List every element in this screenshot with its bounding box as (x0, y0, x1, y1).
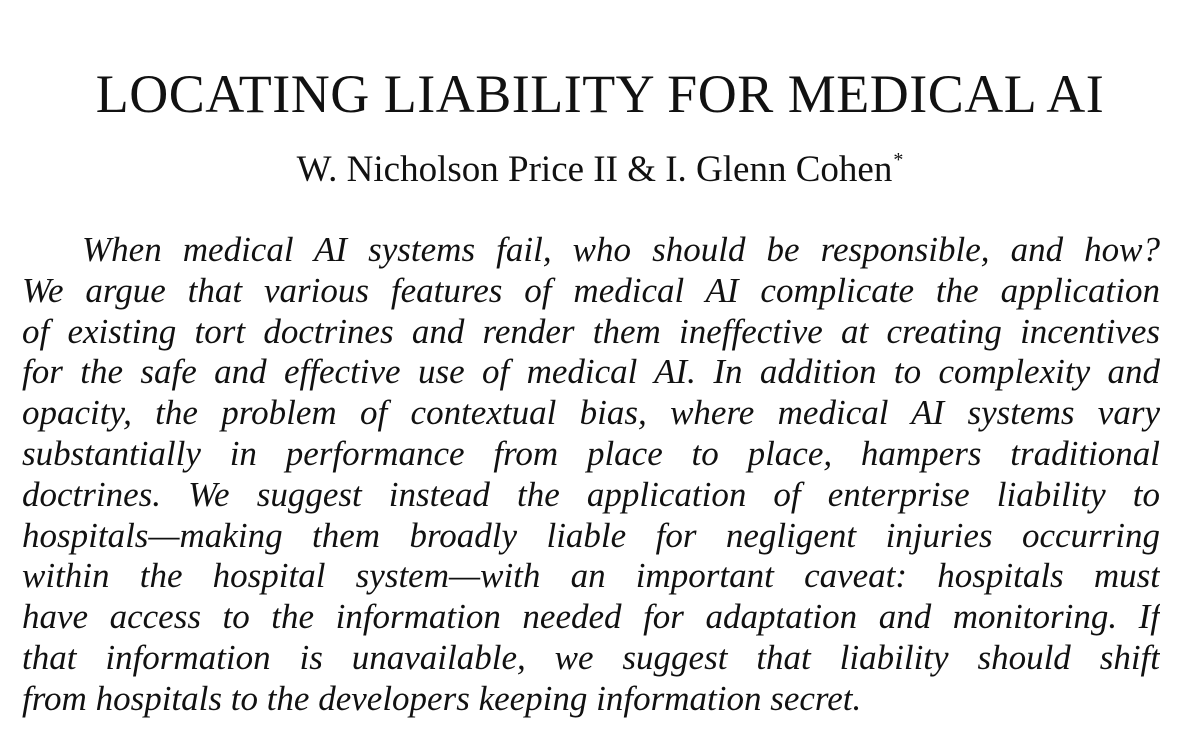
abstract-line: from hospitals to the developers keeping information secret. (22, 678, 862, 718)
abstract-line: have access to the information needed for adaptation and monitoring. If (22, 597, 1160, 637)
author-line (0, 148, 1200, 197)
author-names: W. Nicholson Price II & I. Glenn Cohen (296, 149, 893, 190)
abstract-line: of existing tort doctrines and render them ineffective at creating incentives (22, 311, 1160, 351)
paper-title: LOCATING LIABILITY FOR MEDICAL AI (95, 64, 1105, 125)
abstract-line: doctrines. We suggest instead the application of enterprise liability to (22, 474, 1160, 514)
abstract-line: substantially in performance from place to place, hampers traditional (22, 433, 1160, 473)
abstract (22, 230, 1160, 720)
abstract-line: hospitals—making them broadly liable for negligent injuries occurring (22, 515, 1160, 555)
abstract-line: When medical AI systems fail, who should be responsible, and how? (82, 230, 1160, 269)
author-footnote-mark[interactable]: * (893, 149, 904, 171)
abstract-line: that information is unavailable, we suggest that liability should shift (22, 637, 1160, 677)
abstract-line: We argue that various features of medical AI complicate the application (22, 270, 1160, 310)
abstract-line: opacity, the problem of contextual bias, where medical AI systems vary (22, 393, 1160, 433)
abstract-line: within the hospital system—with an important caveat: hospitals must (22, 556, 1160, 596)
abstract-line: for the safe and effective use of medical AI. In addition to complexity and (22, 352, 1160, 392)
